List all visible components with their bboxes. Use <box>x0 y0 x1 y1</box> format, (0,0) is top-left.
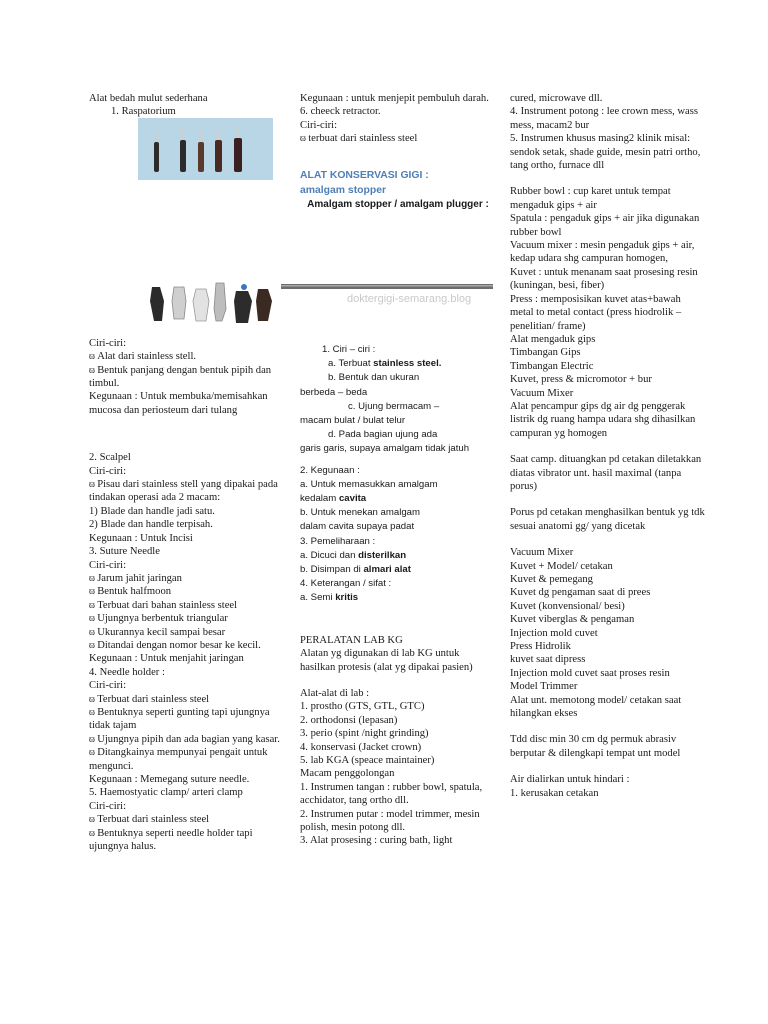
label: Ciri-ciri: <box>89 559 127 571</box>
label: Ciri-ciri: <box>300 119 338 131</box>
list-item-cont: dalam cavita supaya padat <box>300 521 415 533</box>
watermark-text: doktergigi-semarang.blog <box>347 293 472 305</box>
list-item: Press Hidrolik <box>510 641 571 653</box>
section-heading: PERALATAN LAB KG <box>300 634 403 646</box>
label: Ciri-ciri: <box>89 465 127 477</box>
bullet-item: ϖ terbuat dari stainless steel <box>300 132 496 145</box>
paragraph: Alatan yg digunakan di lab KG untuk hasilkan protesis (alat yg dipakai pasien) <box>300 648 473 673</box>
kegunaan-text: Kegunaan : Memegang suture needle. <box>89 774 250 785</box>
paragraph: Porus pd cetakan menghasilkan bentuk yg tdk sesuai anatomi gg/ yang dicetak <box>510 507 705 532</box>
list-item: Kuvet dg pengaman saat di prees <box>510 587 651 599</box>
label: Ciri-ciri: <box>89 680 127 692</box>
list-item <box>300 591 496 605</box>
paragraph: Vacuum mixer : mesin pengaduk gips + air, kedap udara shg campuran homogen, <box>510 240 695 265</box>
paragraph: Press : memposisikan kuvet atas+bawah metal to metal contact (press hiodrolik – penelitian/ frame) <box>510 293 682 332</box>
bullet-item: ϖ Bentuknya seperti gunting tapi ujungnya tidak tajam <box>89 706 285 733</box>
paragraph: Timbangan Gips <box>510 347 581 359</box>
paragraph: 1. kerusakan cetakan <box>510 787 599 799</box>
text-bold: cavita <box>338 493 367 505</box>
section-heading: 5. Haemostyatic clamp/ arteri clamp <box>89 787 243 799</box>
bullet-item: ϖ Bentuk halfmoon <box>89 585 285 598</box>
column-2 <box>300 92 496 848</box>
list-item: kuvet saat dipress <box>510 654 586 666</box>
kegunaan-text: Kegunaan : Untuk Incisi <box>89 532 193 544</box>
list-item: 5. lab KGA (speace maintainer) <box>300 754 435 766</box>
list-heading: 3. Pemeliharaan : <box>300 535 376 547</box>
list-item: 3. Alat prosesing : curing bath, light <box>300 835 453 847</box>
column-1 <box>89 92 285 853</box>
paragraph: Spatula : pengaduk gips + air jika digunakan rubber bowl <box>510 213 700 238</box>
section-heading: 3. Suture Needle <box>89 546 160 558</box>
bullet-item: ϖ Alat dari stainless stell. <box>89 350 285 363</box>
section-heading: 4. Needle holder : <box>89 666 165 678</box>
figure-spacer <box>300 211 496 343</box>
text-bold: kritis <box>335 592 359 604</box>
bullet-item: ϖ Terbuat dari bahan stainless steel <box>89 599 285 612</box>
konservasi-heading: ALAT KONSERVASI GIGI : <box>300 169 429 181</box>
bullet-item: ϖ Terbuat dari stainless steel <box>89 693 285 706</box>
list-heading: 4. Keterangan / sifat : <box>300 578 392 590</box>
bullet-item: ϖ Ujungnya berbentuk triangular <box>89 612 285 625</box>
list-item: Injection mold cuvet saat proses resin <box>510 667 670 679</box>
paragraph: Timbangan Electric <box>510 360 594 372</box>
list-item: Kuvet + Model/ cetakan <box>510 560 613 572</box>
list-item: b. Untuk menekan amalgam <box>300 507 420 519</box>
list-item <box>300 563 496 577</box>
label: Ciri-ciri: <box>89 337 127 349</box>
paragraph: Vacuum Mixer <box>510 387 574 399</box>
konservasi-subheading: amalgam stopper <box>300 184 387 196</box>
section-heading: 6. cheeck retractor. <box>300 106 381 118</box>
list-item: Kuvet (konvensional/ besi) <box>510 600 625 612</box>
list-item: 2. orthodonsi (lepasan) <box>300 714 398 726</box>
list-item-cont: berbeda – beda <box>300 386 368 398</box>
text-bold: almari alat <box>363 564 411 576</box>
kegunaan-text: Kegunaan : untuk menjepit pembuluh darah. <box>300 93 489 104</box>
bullet-item: ϖ Bentuknya seperti needle holder tapi ujungnya halus. <box>89 827 285 854</box>
list-item-cont <box>300 492 496 506</box>
list-item: 1. Raspatorium <box>111 106 176 118</box>
list-item-cont: garis garis, supaya amalgam tidak jatuh <box>300 443 470 455</box>
section-title: Alat bedah mulut sederhana <box>89 93 208 104</box>
column-3 <box>510 92 706 800</box>
list-item <box>300 549 496 563</box>
list-item: b. Bentuk dan ukuran <box>328 372 420 384</box>
list-heading: 2. Kegunaan : <box>300 464 360 476</box>
list-item: 1. Instrumen tangan : rubber bowl, spatula, acchidator, tang ortho dll. <box>300 781 483 807</box>
list-item: 3. perio (spint /night grinding) <box>300 728 429 740</box>
paragraph: cured, microwave dll. <box>510 93 603 104</box>
paragraph: Saat camp. dituangkan pd cetakan diletakkan diatas vibrator unt. hasil maximal (tanpa porus) <box>510 454 702 492</box>
kegunaan-text: Kegunaan : Untuk membuka/memisahkan mucosa dan periosteum dari tulang <box>89 391 268 416</box>
list-item <box>300 357 496 371</box>
list-item-cont: macam bulat / bulat telur <box>300 415 406 427</box>
paragraph: Rubber bowl : cup karet untuk tempat mengaduk gips + air <box>510 186 671 211</box>
bullet-item: ϖ Pisau dari stainless stell yang dipakai pada tindakan operasi ada 2 macam: <box>89 478 285 505</box>
bullet-item: ϖ Bentuk panjang dengan bentuk pipih dan timbul. <box>89 364 285 391</box>
list-item: Injection mold cuvet <box>510 627 598 639</box>
paragraph: 4. Instrument potong : lee crown mess, wass mess, macam2 bur <box>510 106 699 131</box>
list-item: d. Pada bagian ujung ada <box>328 429 438 441</box>
list-item: 4. konservasi (Jacket crown) <box>300 741 422 753</box>
text-part: a. Dicuci dan <box>300 549 359 561</box>
bullet-item: ϖ Jarum jahit jaringan <box>89 572 285 585</box>
bullet-item: ϖ Ujungnya pipih dan ada bagian yang kasar. <box>89 733 285 746</box>
list-item: 1. prostho (GTS, GTL, GTC) <box>300 701 425 713</box>
paragraph: Tdd disc min 30 cm dg permuk abrasiv berputar & dilengkapi tempat unt model <box>510 734 681 759</box>
list-item: Vacuum Mixer <box>510 547 574 559</box>
list-item: Kuvet & pemegang <box>510 574 593 585</box>
list-item: Kuvet viberglas & pengaman <box>510 614 635 626</box>
list-heading: 1. Ciri – ciri : <box>322 344 376 356</box>
bullet-item: ϖ Ditangkainya mempunyai pengait untuk mengunci. <box>89 746 285 773</box>
list-item: 1) Blade dan handle jadi satu. <box>89 505 215 517</box>
section-heading: 2. Scalpel <box>89 452 131 464</box>
list-item: c. Ujung bermacam – <box>348 400 440 412</box>
paragraph: Air dialirkan untuk hindari : <box>510 774 630 786</box>
label: Ciri-ciri: <box>89 800 127 812</box>
text-bold: stainless steel. <box>373 358 442 370</box>
bullet-item: ϖ Ditandai dengan nomor besar ke kecil. <box>89 639 285 652</box>
text-bold: disterilkan <box>358 549 407 561</box>
text-part: kedalam <box>300 493 339 505</box>
paragraph: Kuvet, press & micromotor + bur <box>510 374 652 386</box>
paragraph: Kuvet : untuk menanam saat prosesing resin (kuningan, besi, fiber) <box>510 266 698 292</box>
text-part: b. Disimpan di <box>300 564 364 576</box>
list-item: 2) Blade dan handle terpisah. <box>89 519 213 531</box>
list-item: Model Trimmer <box>510 681 578 693</box>
paragraph: Alat pencampur gips dg air dg penggerak listrik dg ruang hampa udara shg dihasilkan campuran yg homogen <box>510 400 696 439</box>
amalgam-ciri-block <box>300 343 496 606</box>
list-item: 2. Instrumen putar : model trimmer, mesin polish, mesin potong dll. <box>300 808 480 833</box>
paragraph: 5. Instrumen khusus masing2 klinik misal: sendok setak, shade guide, mesin patri ortho, tang ortho, furnace dll <box>510 133 701 172</box>
list-title: Macam penggolongan <box>300 768 395 780</box>
text-part: a. Terbuat <box>328 358 374 370</box>
paragraph: Alat mengaduk gips <box>510 333 596 345</box>
list-item: a. Untuk memasukkan amalgam <box>300 478 438 490</box>
list-title: Alat-alat di lab : <box>300 687 370 699</box>
figure-caption: Amalgam stopper / amalgam plugger : <box>307 198 489 210</box>
text-part: a. Semi <box>300 592 336 604</box>
bullet-item: ϖ Terbuat dari stainless steel <box>89 813 285 826</box>
list-item: Alat unt. memotong model/ cetakan saat hilangkan ekses <box>510 694 682 720</box>
bullet-item: ϖ Ukurannya kecil sampai besar <box>89 626 285 639</box>
kegunaan-text: Kegunaan : Untuk menjahit jaringan <box>89 653 244 665</box>
figure-spacer <box>89 119 285 337</box>
